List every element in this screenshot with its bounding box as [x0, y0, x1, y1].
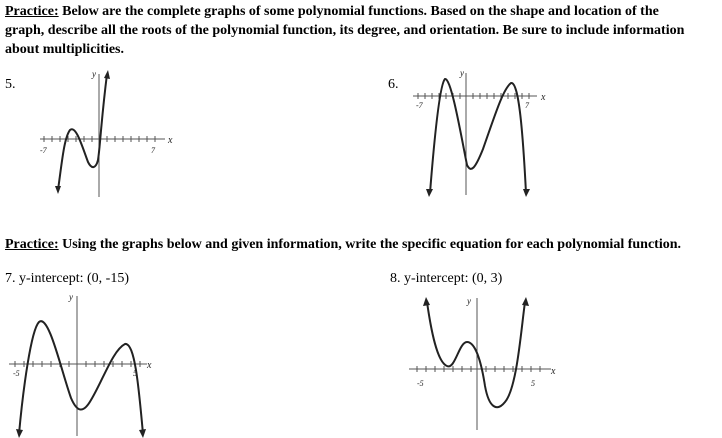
problem-6-graph — [405, 65, 555, 205]
x-axis-label: x — [541, 92, 546, 103]
tick-label-left: -7 — [40, 146, 47, 155]
tick-label-left: -7 — [416, 101, 423, 110]
arrow-right — [523, 189, 530, 197]
tick-label-left: -5 — [13, 369, 20, 378]
problem-8-label: y-intercept: (0, 3) — [404, 271, 503, 286]
problem-8-graph — [405, 290, 565, 438]
problem-7-header — [5, 270, 129, 288]
y-axis-label: y — [92, 69, 96, 79]
x-axis-label: x — [168, 135, 173, 146]
tick-label-right: 5 — [531, 379, 535, 388]
x-axis-label: x — [147, 360, 152, 371]
instructions-text-2: Using the graphs below and given information, write the specific equation for each polynomial function. — [58, 237, 681, 252]
x-axis-label: x — [551, 366, 556, 377]
problem-5-number: 5. — [5, 77, 16, 92]
arrow-left — [423, 297, 430, 306]
arrow-right — [522, 297, 529, 306]
problem-7-number: 7. — [5, 271, 16, 286]
arrow-right — [139, 429, 146, 438]
instructions-line-2: graph, describe all the roots of the polynomial function, its degree, and orientation. Be sure to include information — [5, 23, 685, 38]
tick-label-right: 7 — [151, 146, 155, 155]
practice-heading-2: Practice: — [5, 237, 59, 252]
problem-5-graph — [30, 62, 190, 202]
y-axis-label: y — [69, 292, 73, 302]
problem-8-number: 8. — [390, 271, 401, 286]
problem-8-header — [390, 270, 502, 288]
polynomial-curve — [427, 302, 525, 407]
problem-7-label: y-intercept: (0, -15) — [19, 271, 130, 286]
instructions-line-3: about multiplicities. — [5, 42, 125, 57]
y-axis-label: y — [460, 68, 464, 78]
arrow-left — [426, 189, 433, 197]
arrow-right — [104, 70, 110, 79]
problem-7-graph — [5, 290, 165, 438]
polynomial-curve — [58, 74, 107, 190]
arrow-left — [16, 429, 23, 438]
tick-label-right: 5 — [133, 369, 137, 378]
tick-label-left: -5 — [417, 379, 424, 388]
practice-heading-1: Practice: — [5, 4, 59, 19]
problem-6-number: 6. — [388, 77, 399, 92]
arrow-left — [55, 186, 61, 194]
tick-label-right: 7 — [525, 101, 529, 110]
y-axis-label: y — [467, 296, 471, 306]
instructions-text-1: Below are the complete graphs of some polynomial functions. Based on the shape and location of the — [58, 4, 659, 19]
instructions-line-1 — [5, 3, 659, 21]
polynomial-curve — [19, 321, 143, 434]
instructions-section-2 — [5, 236, 681, 254]
